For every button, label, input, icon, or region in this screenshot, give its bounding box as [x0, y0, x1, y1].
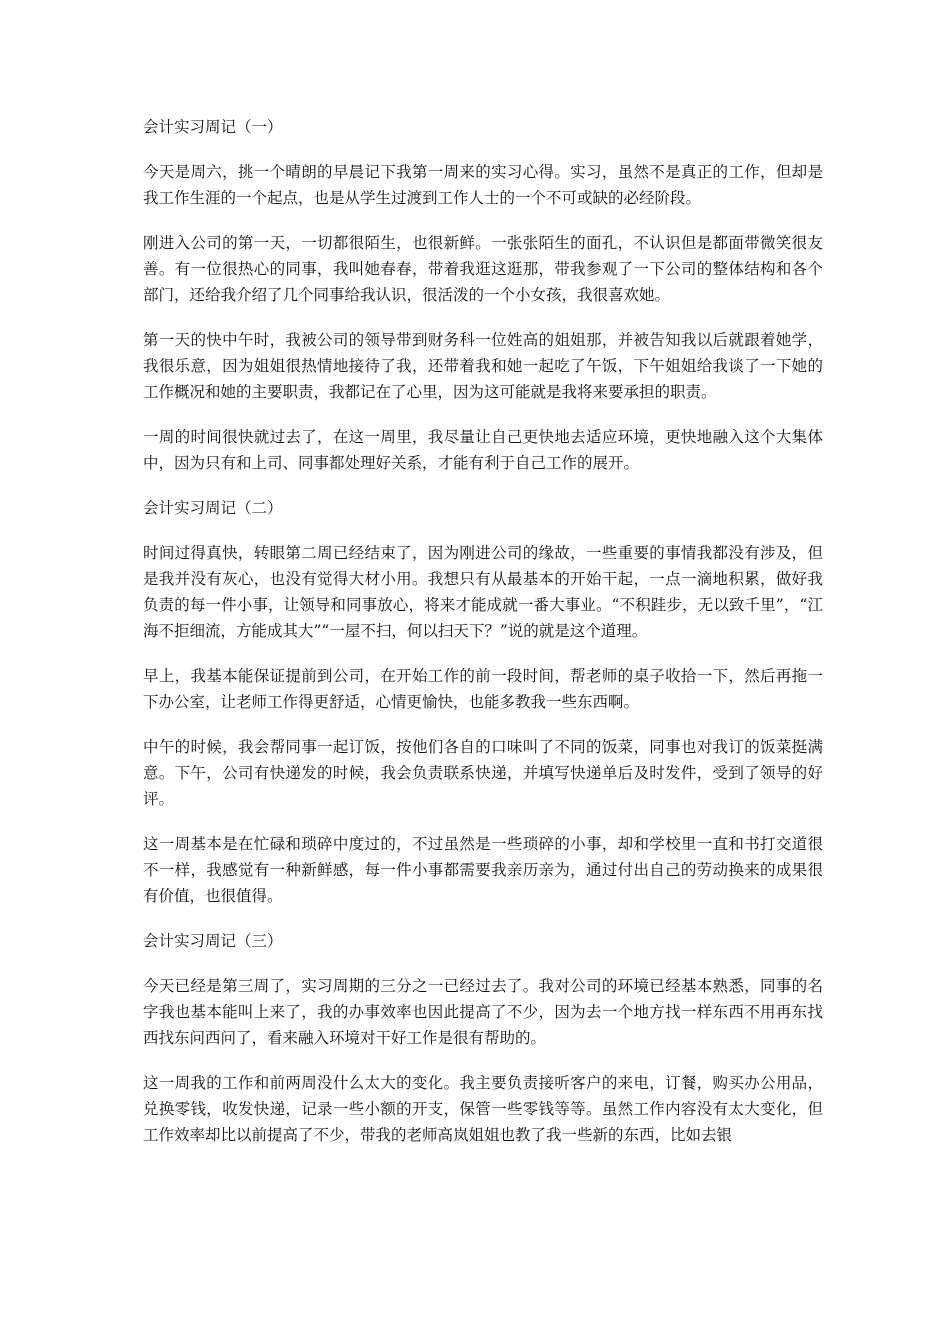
section-heading: 会计实习周记（二） [143, 499, 283, 517]
paragraph: 时间过得真快，转眼第二周已经结束了，因为刚进公司的缘故，一些重要的事情我都没有涉及，但是我并没有灰心，也没有觉得大材小用。我想只有从最基本的开始干起，一点一滴地积累，做好我负责的每一件小事，让领导和同事放心，将来才能成就一番大事业。“不积跬步，无以致千里”，“江海不拒细流，方能成其大”“一屋不扫，何以扫天下？”说的就是这个道理。 [143, 544, 823, 640]
section-heading: 会计实习周记（三） [143, 932, 283, 950]
paragraph: 这一周基本是在忙碌和琐碎中度过的，不过虽然是一些琐碎的小事，却和学校里一直和书打交道很不一样，我感觉有一种新鲜感，每一件小事都需要我亲历亲为，通过付出自己的劳动换来的成果很有价值，也很值得。 [143, 835, 823, 905]
paragraph: 这一周我的工作和前两周没什么太大的变化。我主要负责接听客户的来电，订餐，购买办公用品，兑换零钱，收发快递，记录一些小额的开支，保管一些零钱等等。虽然工作内容没有太大变化，但工作效率却比以前提高了不少，带我的老师高岚姐姐也教了我一些新的东西，比如去银 [143, 1074, 823, 1144]
paragraph: 今天是周六，挑一个晴朗的早晨记下我第一周来的实习心得。实习，虽然不是真正的工作，但却是我工作生涯的一个起点，也是从学生过渡到工作人士的一个不可或缺的必经阶段。 [143, 163, 823, 207]
paragraph: 早上，我基本能保证提前到公司，在开始工作的前一段时间，帮老师的桌子收拾一下，然后再拖一下办公室，让老师工作得更舒适，心情更愉快，也能多教我一些东西啊。 [143, 667, 823, 711]
paragraph: 一周的时间很快就过去了，在这一周里，我尽量让自己更快地去适应环境，更快地融入这个大集体中，因为只有和上司、同事都处理好关系，才能有利于自己工作的展开。 [143, 428, 823, 472]
document-page [143, 114, 823, 1167]
paragraph: 今天已经是第三周了，实习周期的三分之一已经过去了。我对公司的环境已经基本熟悉，同事的名字我也基本能叫上来了，我的办事效率也因此提高了不少，因为去一个地方找一样东西不用再东找西找东问西问了，看来融入环境对干好工作是很有帮助的。 [143, 977, 823, 1047]
paragraph: 刚进入公司的第一天，一切都很陌生，也很新鲜。一张张陌生的面孔，不认识但是都面带微笑很友善。有一位很热心的同事，我叫她春春，带着我逛这逛那，带我参观了一下公司的整体结构和各个部门，还给我介绍了几个同事给我认识，很活泼的一个小女孩，我很喜欢她。 [143, 234, 823, 304]
paragraph: 中午的时候，我会帮同事一起订饭，按他们各自的口味叫了不同的饭菜，同事也对我订的饭菜挺满意。下午，公司有快递发的时候，我会负责联系快递，并填写快递单后及时发件，受到了领导的好评。 [143, 738, 823, 808]
paragraph: 第一天的快中午时，我被公司的领导带到财务科一位姓高的姐姐那，并被告知我以后就跟着她学，我很乐意，因为姐姐很热情地接待了我，还带着我和她一起吃了午饭，下午姐姐给我谈了一下她的工作概况和她的主要职责，我都记在了心里，因为这可能就是我将来要承担的职责。 [143, 331, 823, 401]
section-heading: 会计实习周记（一） [143, 118, 283, 136]
